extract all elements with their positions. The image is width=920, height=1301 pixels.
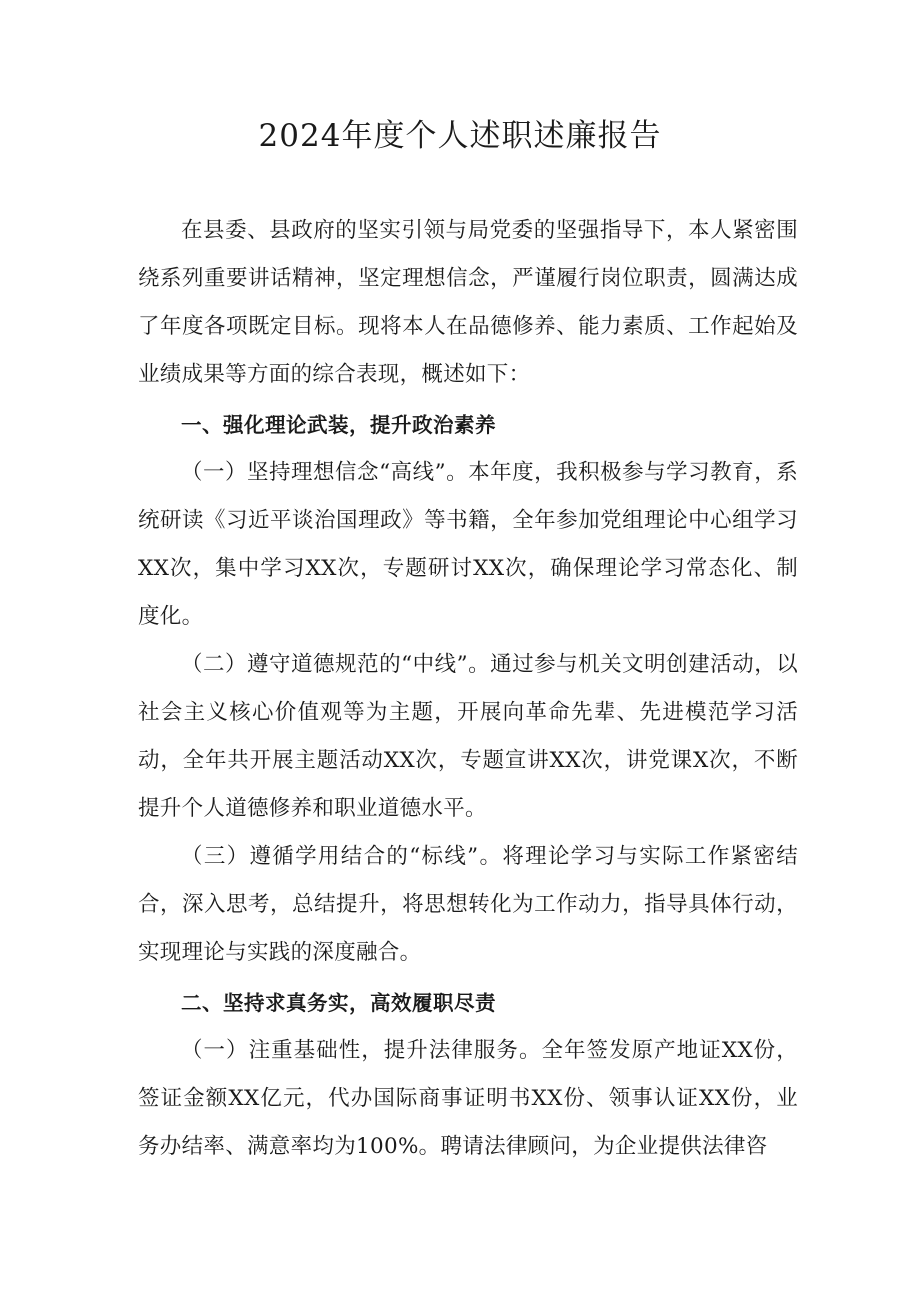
intro-paragraph: 在县委、县政府的坚实引领与局党委的坚强指导下，本人紧密围绕系列重要讲话精神，坚定理想信念，严谨履行岗位职责，圆满达成了年度各项既定目标。现将本人在品德修养、能力素质、工作起始及业绩成果等方面的综合表现，概述如下： [138,218,798,387]
section-2-paragraph-1: （一）注重基础性，提升法律服务。全年签发原产地证XX份，签证金额XX亿元，代办国际商事证明书XX份、领事认证XX份，业务办结率、满意率均为100%。聘请法律顾问，为企业提供法律咨 [138,1038,798,1159]
section-2-heading: 二、坚持求真务实，高效履职尽责 [181,991,497,1015]
section-1-paragraph-1: （一）坚持理想信念“高线”。本年度，我积极参与学习教育，系统研读《习近平谈治国理政》等书籍，全年参加党组理论中心组学习XX次，集中学习XX次，专题研讨XX次，确保理论学习常态化、制度化。 [138,460,798,629]
section-1-paragraph-3: （三）遵循学用结合的“标线”。将理论学习与实际工作紧密结合，深入思考，总结提升，将思想转化为工作动力，指导具体行动，实现理论与实践的深度融合。 [138,844,798,965]
document-title: 2024年度个人述职述廉报告 [258,118,662,154]
document-body [138,207,798,1171]
section-1-heading: 一、强化理论武装，提升政治素养 [181,413,497,437]
section-1-paragraph-2: （二）遵守道德规范的“中线”。通过参与机关文明创建活动，以社会主义核心价值观等为主题，开展向革命先辈、先进模范学习活动，全年共开展主题活动XX次，专题宣讲XX次，讲党课X次，不断提升个人道德修养和职业道德水平。 [138,652,798,821]
